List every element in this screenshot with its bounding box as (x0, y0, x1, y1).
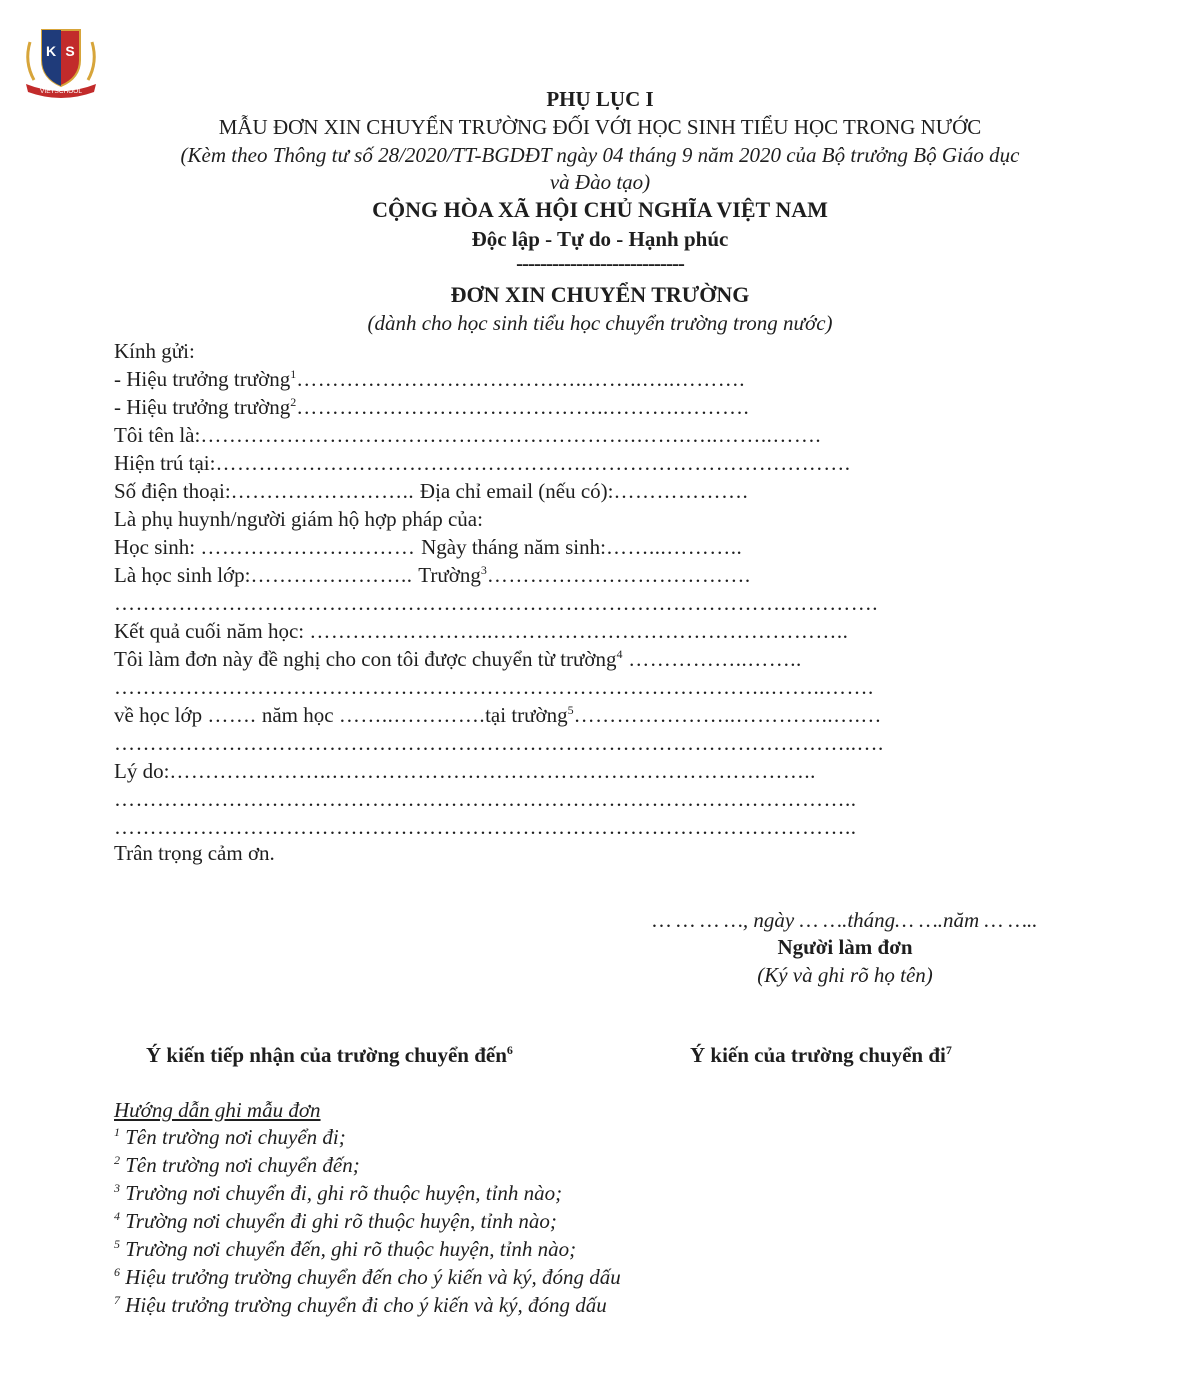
guardian-line: Là phụ huynh/người giám hộ hợp pháp của: (114, 507, 483, 531)
result-line: Kết quả cuối năm học: ……………………..………………………………………….. (114, 619, 849, 643)
republic-heading: CỘNG HÒA XÃ HỘI CHỦ NGHĨA VIỆT NAM (372, 197, 828, 222)
date-line[interactable]: … … … …, ngày … ….tháng… ….năm … ….. (652, 908, 1038, 932)
appendix-heading: PHỤ LỤC I (546, 87, 654, 111)
address-field[interactable]: …………………………………………….………………………………. (215, 451, 851, 475)
guide-note-5: $^5$ Trường nơi chuyển đến, ghi rõ thuộc huyện, tỉnh nào; (114, 1237, 577, 1261)
motto: Độc lập - Tự do - Hạnh phúc (471, 227, 729, 251)
phone-field[interactable]: …………………….. (230, 479, 420, 503)
guide-title: Hướng dẫn ghi mẫu đơn (114, 1098, 321, 1122)
signature-note: (Ký và ghi rõ họ tên) (757, 963, 933, 987)
principal-1-line: - Hiệu trưởng trường$^1$…………………………………..……..…..………. (114, 367, 745, 391)
svg-text:K: K (45, 43, 57, 59)
receiving-school-opinion: Ý kiến tiếp nhận của trường chuyển đến$^6$ (146, 1043, 513, 1067)
principal-2-line: - Hiệu trưởng trường$^2$……………………………………..……….………. (114, 395, 750, 419)
school-field-continued[interactable]: ………………………………………………………………………………….…………. (114, 591, 878, 615)
guide-note-4: $^4$ Trường nơi chuyển đi ghi rõ thuộc huyện, tỉnh nào; (114, 1209, 557, 1233)
greeting: Kính gửi: (114, 339, 195, 363)
email-field[interactable]: ………………. (613, 479, 749, 503)
logo-text: VIETSCHOOL (40, 88, 82, 95)
reason-field-continued-2[interactable]: ………………………………………………………………………………………….. (114, 815, 857, 839)
name-field[interactable]: …………………………………………………….…….…..……..……. (200, 423, 822, 447)
reason-field[interactable]: …………………..………………………………………………………….. (169, 759, 816, 783)
closing-thanks: Trân trọng cảm ơn. (114, 841, 275, 865)
address-line: Hiện trú tại:…………………………………………….………………………………. (114, 451, 851, 475)
name-line: Tôi tên là:…………………………………………………….…….…..……..……. (114, 423, 822, 447)
svg-text:S: S (65, 43, 75, 59)
reason-line: Lý do:…………………..………………………………………………………….. (114, 759, 816, 783)
from-school-field[interactable]: ……………..…….. (622, 647, 802, 671)
class-line: Là học sinh lớp:………………….. Trường$^3$………………………………. (114, 563, 751, 587)
guide-note-3: $^3$ Trường nơi chuyển đi, ghi rõ thuộc huyện, tỉnh nào; (114, 1181, 563, 1205)
document-title: ĐƠN XIN CHUYỂN TRƯỜNG (450, 282, 750, 307)
request-line: Tôi làm đơn này đề nghị cho con tôi được chuyển từ trường$^4$ ……………..…….. (114, 647, 802, 671)
form-title: MẪU ĐƠN XIN CHUYỂN TRƯỜNG ĐỐI VỚI HỌC SINH TIỂU HỌC TRONG NƯỚC (218, 115, 982, 139)
school-year-field[interactable]: ……..…………. (338, 703, 486, 727)
principal-1-field[interactable]: …………………………………..……..…..………. (296, 367, 745, 391)
guide-note-6: $^6$ Hiệu trưởng trường chuyển đến cho ý kiến và ký, đóng dấu (114, 1265, 621, 1289)
to-class-field[interactable]: ……. (207, 703, 262, 727)
guide-note-1: $^1$ Tên trường nơi chuyển đi; (114, 1125, 346, 1149)
guide-note-2: $^2$ Tên trường nơi chuyển đến; (114, 1153, 360, 1177)
circular-note-line1: (Kèm theo Thông tư số 28/2020/TT-BGDĐT ngày 04 tháng 9 năm 2020 của Bộ trưởng Bộ Giáo dục (180, 143, 1020, 167)
transfer-line: về học lớp ……. năm học ……..………….tại trường$^5$…………………..…………..….… (114, 703, 882, 727)
student-line: Học sinh: ………………………… Ngày tháng năm sinh:……...……….. (114, 535, 743, 559)
to-school-field[interactable]: …………………..…………..….… (573, 703, 882, 727)
from-school-field-continued[interactable]: ………………………………………………………………………………..……..……. (114, 675, 874, 699)
to-school-field-continued[interactable]: …………………………………………………………………………………………..…. (114, 731, 884, 755)
school-field[interactable]: ………………………………. (486, 563, 751, 587)
class-field[interactable]: ………………….. (250, 563, 419, 587)
student-name-field[interactable]: ………………………… (200, 535, 422, 559)
circular-note-line2: và Đào tạo) (549, 170, 651, 194)
reason-field-continued-1[interactable]: ………………………………………………………………………………………….. (114, 787, 857, 811)
dob-field[interactable]: ……...……….. (605, 535, 743, 559)
principal-2-field[interactable]: ……………………………………..……….………. (296, 395, 750, 419)
result-field[interactable]: ……………………..………………………………………….. (309, 619, 849, 643)
guide-note-7: $^7$ Hiệu trưởng trường chuyển đi cho ý kiến và ký, đóng dấu (114, 1293, 607, 1317)
contact-line: Số điện thoại:…………………….. Địa chỉ email (nếu có):………………. (114, 479, 749, 503)
signer-title: Người làm đơn (777, 935, 913, 959)
sending-school-opinion: Ý kiến của trường chuyển $đi^7$ (690, 1043, 952, 1067)
document-subtitle: (dành cho học sinh tiểu học chuyển trường trong nước) (367, 311, 833, 335)
divider: ---------------------------- (516, 251, 684, 275)
